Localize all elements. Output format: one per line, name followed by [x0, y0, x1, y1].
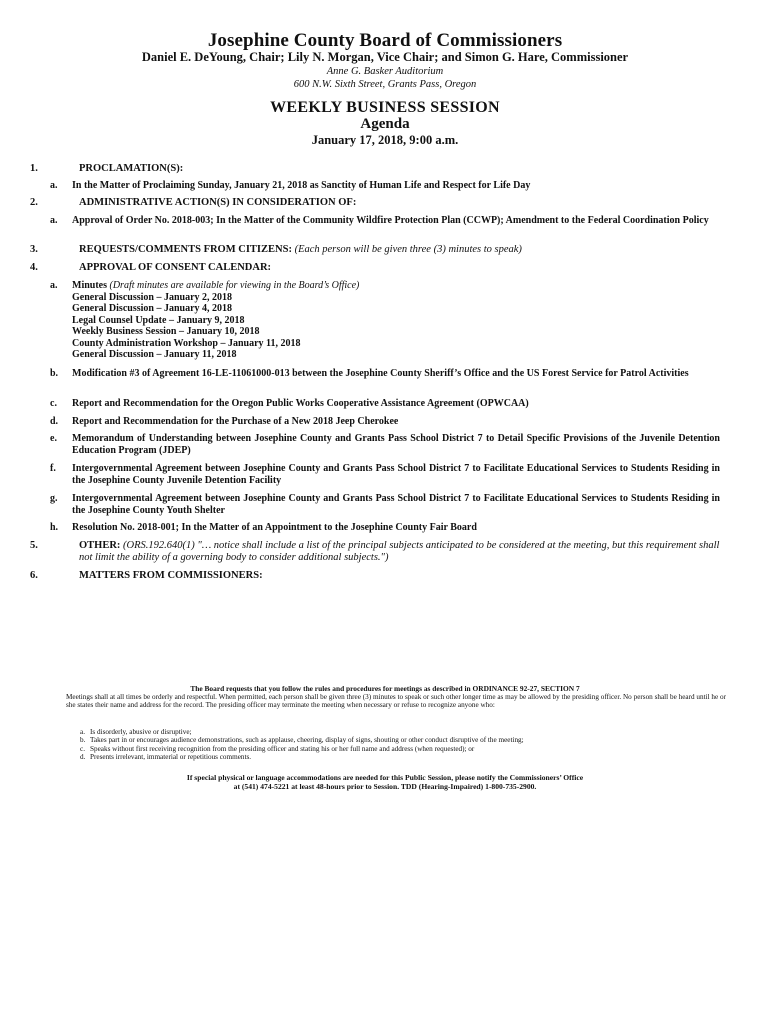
sub-text: Report and Recommendation for the Oregon Public Works Cooperative Assistance Agreement (OPWCAA) — [72, 398, 529, 409]
rules-text: Is disorderly, abusive or disruptive; — [90, 728, 192, 736]
rules-letter: b. — [80, 736, 86, 745]
rules-text: Presents irrelevant, immaterial or repetitious comments. — [90, 753, 252, 762]
item-number: 3. — [30, 244, 38, 255]
sub-text: Intergovernmental Agreement between Josephine County and Grants Pass School District 7 to Facilitate Educational Services to Students Residing in the Josephine County Juvenile Detention Facility — [72, 463, 720, 486]
item-title: ADMINISTRATIVE ACTION(S) IN CONSIDERATION OF: — [79, 197, 357, 208]
rules-list-item — [80, 745, 730, 753]
sub-text: Modification #3 of Agreement 16-LE-11061000-013 between the Josephine County Sheriff’s Office and the US Forest Service for Patrol Activities — [72, 368, 689, 379]
rules-text: Takes part in or encourages audience demonstrations, such as applause, cheering, display of signs, shouting or other conduct disruptive of the meeting; — [90, 736, 524, 745]
item-title: REQUESTS/COMMENTS FROM CITIZENS: — [79, 244, 292, 255]
item-note: (ORS.192.640(1) "… notice shall include a list of the principal subjects anticipated to be considered at the meeting, but this requirement shall not limit the ability of a governing body to consider additional subjects.") — [79, 540, 720, 563]
sub-text: Memorandum of Understanding between Josephine County and Grants Pass School District 7 to Detail Specific Provisions of the Juvenile Detention Education Program (JDEP) — [72, 433, 720, 456]
sub-letter: a. — [50, 180, 58, 191]
item-number: 6. — [30, 570, 38, 581]
sub-letter: d. — [50, 416, 59, 427]
sub-letter: g. — [50, 493, 58, 504]
item-number: 5. — [30, 540, 38, 551]
sub-text: Resolution No. 2018-001; In the Matter of an Appointment to the Josephine County Fair Board — [72, 522, 477, 533]
rules-letter: a. — [80, 728, 85, 736]
sub-letter: h. — [50, 522, 59, 533]
sub-text: Intergovernmental Agreement between Josephine County and Grants Pass School District 7 to Facilitate Educational Services to Students Residing in the Josephine County Youth Shelter — [72, 493, 720, 516]
rules-heading: The Board requests that you follow the rules and procedures for meetings as described in ORDINANCE 92-27, SECTION 7 — [190, 684, 580, 693]
minutes-entry: Weekly Business Session – January 10, 2018 — [72, 326, 260, 337]
minutes-note: (Draft minutes are available for viewing in the Board’s Office) — [109, 280, 360, 291]
item-title: APPROVAL OF CONSENT CALENDAR: — [79, 262, 272, 273]
minutes-entry: Legal Counsel Update – January 9, 2018 — [72, 314, 245, 326]
item-title: PROCLAMATION(S): — [79, 163, 184, 174]
minutes-entry: General Discussion – January 4, 2018 — [72, 303, 233, 314]
venue-address: 600 N.W. Sixth Street, Grants Pass, Oregon — [293, 79, 477, 90]
item-number: 4. — [30, 262, 38, 273]
venue-name: Anne G. Basker Auditorium — [326, 66, 444, 77]
rules-text: Speaks without first receiving recognition from the presiding officer and stating his or her full name and address (when requested); or — [90, 744, 475, 753]
sub-text: In the Matter of Proclaiming Sunday, January 21, 2018 as Sanctity of Human Life and Respect for Life Day — [72, 180, 531, 191]
minutes-label: Minutes — [72, 280, 107, 291]
minutes-entry: General Discussion – January 11, 2018 — [72, 349, 237, 360]
sub-text: Report and Recommendation for the Purchase of a New 2018 Jeep Cherokee — [72, 416, 399, 427]
session-date: January 17, 2018, 9:00 a.m. — [311, 133, 459, 147]
sub-letter: a. — [50, 280, 58, 291]
sub-text: Approval of Order No. 2018-003; In the Matter of the Community Wildfire Protection Plan (CCWP); Amendment to the Federal Coordination Policy — [72, 215, 709, 226]
item-note: (Each person will be given three (3) minutes to speak) — [294, 244, 522, 255]
rules-list-item — [80, 728, 730, 736]
accommodations-notice-line2: at (541) 474-5221 at least 48-hours prior to Session. TDD (Hearing-Impaired) 1-800-735-2900. — [233, 782, 537, 791]
minutes-entry: General Discussion – January 2, 2018 — [72, 291, 233, 303]
session-heading: WEEKLY BUSINESS SESSION — [270, 99, 500, 116]
rules-letter: d. — [80, 753, 86, 762]
agenda-heading: Agenda — [360, 116, 410, 132]
sub-letter: f. — [50, 463, 56, 474]
item-number: 2. — [30, 197, 38, 208]
sub-letter: a. — [50, 215, 58, 226]
rules-list-item — [80, 753, 730, 761]
sub-letter: e. — [50, 433, 57, 444]
sub-letter: c. — [50, 398, 57, 409]
rules-body: Meetings shall at all times be orderly and respectful. When permitted, each person shall be given three (3) minutes to speak or such other longer time as may be allowed by the presiding officer. No person shall be heard until he or she states their name and address for the record. The presiding officer may terminate the meeting when necessary or refuse to recognize anyone who: — [66, 693, 726, 710]
page-title: Josephine County Board of Commissioners — [207, 30, 563, 51]
item-number: 1. — [30, 163, 38, 174]
item-title: OTHER: — [79, 540, 121, 551]
rules-list-item — [80, 736, 730, 744]
item-title: MATTERS FROM COMMISSIONERS: — [79, 570, 263, 581]
minutes-entry: County Administration Workshop – January 11, 2018 — [72, 337, 301, 349]
rules-list — [80, 728, 730, 762]
rules-letter: c. — [80, 744, 85, 753]
accommodations-notice-line1: If special physical or language accommodations are needed for this Public Session, please notify the Commissioners’ Office — [186, 773, 584, 782]
sub-letter: b. — [50, 368, 59, 379]
board-members: Daniel E. DeYoung, Chair; Lily N. Morgan, Vice Chair; and Simon G. Hare, Commissioner — [141, 50, 629, 64]
